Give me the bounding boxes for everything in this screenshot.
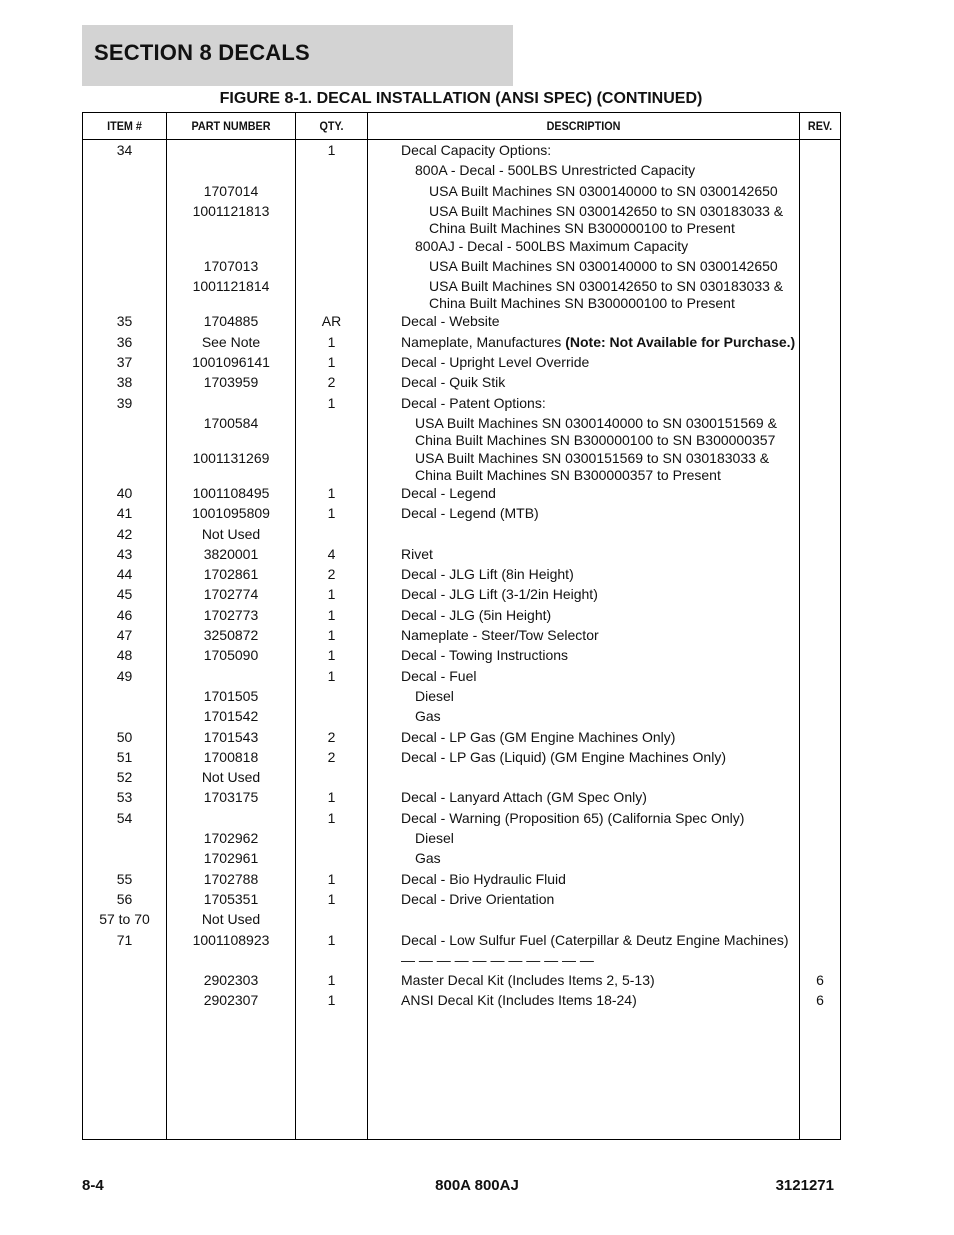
table-row — [83, 991, 840, 1011]
quantity: 1 — [327, 627, 336, 644]
table-row — [83, 565, 840, 585]
item-number: 38 — [116, 374, 133, 391]
quantity: 1 — [327, 972, 336, 989]
description — [429, 277, 799, 312]
table-row — [83, 971, 840, 991]
description-text: Decal - Low Sulfur Fuel (Caterpillar & Deutz Engine Machines) — [401, 931, 789, 948]
quantity: AR — [321, 313, 342, 330]
description-text: Nameplate, Manufactures — [401, 333, 566, 350]
description — [401, 728, 799, 746]
description — [415, 161, 799, 179]
quantity: 1 — [327, 870, 336, 887]
part-number: 1702788 — [203, 870, 259, 887]
description-text: Decal - Patent Options: — [401, 394, 546, 411]
quantity: 1 — [327, 354, 336, 371]
description-text: USA Built Machines SN 0300140000 to SN 0300142650 — [429, 182, 778, 199]
description-text: Decal - Website — [401, 313, 500, 330]
part-number: 1701543 — [203, 728, 259, 745]
description-text: Decal - JLG Lift (3-1/2in Height) — [401, 586, 598, 603]
table-row — [83, 809, 840, 829]
description-text: Decal - JLG (5in Height) — [401, 606, 552, 623]
description — [401, 565, 799, 583]
description — [401, 353, 799, 371]
item-number: 37 — [116, 354, 133, 371]
description-text: Rivet — [401, 545, 433, 562]
description-text: Diesel — [415, 830, 454, 847]
description — [429, 257, 799, 275]
table-row — [83, 931, 840, 951]
part-number: 1705351 — [203, 890, 259, 907]
description — [401, 910, 799, 911]
quantity: 1 — [327, 142, 336, 158]
table-row — [83, 257, 840, 277]
table-row — [83, 849, 840, 869]
item-number: 53 — [116, 789, 133, 806]
description — [415, 449, 799, 484]
description — [401, 646, 799, 664]
description — [401, 951, 799, 969]
table-row — [83, 161, 840, 181]
item-number: 71 — [116, 931, 133, 948]
quantity: 1 — [327, 890, 336, 907]
description-text: Decal - Towing Instructions — [401, 647, 569, 664]
item-number: 48 — [116, 647, 133, 664]
description-text: Decal - JLG Lift (8in Height) — [401, 566, 574, 583]
table-row — [83, 414, 840, 449]
description-text: Diesel — [415, 687, 454, 704]
description — [401, 768, 799, 769]
quantity: 1 — [327, 992, 336, 1009]
table-row — [83, 707, 840, 727]
item-number: 50 — [116, 728, 133, 745]
table-row — [83, 870, 840, 890]
description — [415, 849, 799, 867]
item-number: 41 — [116, 505, 133, 522]
description — [401, 667, 799, 685]
description-text: Decal - Drive Orientation — [401, 890, 555, 907]
header-item: ITEM # — [107, 119, 142, 133]
part-number: 1704885 — [203, 313, 259, 330]
table-row — [83, 202, 840, 237]
table-row — [83, 829, 840, 849]
description-text: USA Built Machines SN 0300142650 to SN 030183033 & China Built Machines SN B300000100 to Present — [429, 278, 784, 312]
part-number: 2902303 — [203, 972, 259, 989]
revision: 6 — [816, 992, 824, 1009]
part-number: 1702962 — [203, 830, 259, 847]
table-row — [83, 333, 840, 353]
part-number: 1701542 — [203, 708, 259, 725]
item-number: 56 — [116, 890, 133, 907]
table-row — [83, 728, 840, 748]
item-number: 46 — [116, 606, 133, 623]
description-text: Decal - Fuel — [401, 667, 477, 684]
item-number: 42 — [116, 525, 133, 542]
part-number: 1001121813 — [192, 202, 270, 219]
part-number: See Note — [201, 333, 261, 350]
table-row — [83, 545, 840, 565]
table-row — [83, 449, 840, 484]
table-row — [83, 748, 840, 768]
figure-title: FIGURE 8-1. DECAL INSTALLATION (ANSI SPEC) (CONTINUED) — [219, 90, 703, 107]
table-row — [83, 373, 840, 393]
description-note: (Note: Not Available for Purchase.) — [565, 333, 796, 350]
part-number: Not Used — [201, 769, 261, 786]
table-row — [83, 277, 840, 312]
description-text: Decal - Upright Level Override — [401, 354, 590, 371]
table-row — [83, 394, 840, 414]
table-row — [83, 768, 840, 788]
item-number: 52 — [116, 769, 133, 786]
description-text: Decal - Warning (Proposition 65) (California Spec Only) — [401, 809, 745, 826]
part-number: 1001121814 — [192, 278, 270, 295]
part-number: 1702774 — [203, 586, 259, 603]
description — [415, 829, 799, 847]
description-text: Nameplate - Steer/Tow Selector — [401, 627, 599, 644]
part-number: 1705090 — [203, 647, 259, 664]
item-number: 44 — [116, 566, 133, 583]
description-text: USA Built Machines SN 0300140000 to SN 0300151569 & China Built Machines SN B300000100 to SN B300000357 — [415, 414, 777, 448]
part-number: Not Used — [201, 525, 261, 542]
description — [429, 182, 799, 200]
quantity: 1 — [327, 333, 336, 350]
parts-table — [82, 112, 841, 1140]
table-row — [83, 237, 840, 257]
description — [401, 484, 799, 502]
description — [401, 890, 799, 908]
part-number: 2902307 — [203, 992, 259, 1009]
table-row — [83, 585, 840, 605]
table-row — [83, 141, 840, 161]
table-row — [83, 312, 840, 332]
part-number: 1701505 — [203, 687, 259, 704]
quantity: 1 — [327, 586, 336, 603]
table-row — [83, 646, 840, 666]
part-number: 1702773 — [203, 606, 259, 623]
description-text: Decal Capacity Options: — [401, 142, 552, 158]
table-row — [83, 910, 840, 930]
description — [401, 626, 799, 644]
table-row — [83, 788, 840, 808]
description — [415, 237, 799, 255]
description — [401, 991, 799, 1009]
description — [401, 606, 799, 624]
item-number: 55 — [116, 870, 133, 887]
description — [401, 141, 799, 159]
description-text: Gas — [415, 850, 441, 867]
table-row — [83, 525, 840, 545]
part-number: 1001108495 — [192, 484, 270, 501]
part-number: 1702861 — [203, 566, 259, 583]
description — [401, 748, 799, 766]
description — [401, 809, 799, 827]
quantity: 2 — [327, 374, 336, 391]
description — [401, 333, 799, 351]
part-number: 1700584 — [203, 414, 259, 431]
item-number: 35 — [116, 313, 133, 330]
header-divider — [83, 139, 840, 140]
part-number: 1703959 — [203, 374, 259, 391]
description-text: Decal - LP Gas (Liquid) (GM Engine Machines Only) — [401, 748, 726, 765]
item-number: 36 — [116, 333, 133, 350]
table-row — [83, 951, 840, 971]
header-qty: QTY. — [319, 119, 344, 133]
table-row — [83, 504, 840, 524]
description — [415, 707, 799, 725]
model-name: 800A 800AJ — [435, 1177, 519, 1194]
item-number: 34 — [116, 142, 133, 158]
item-number: 57 to 70 — [99, 911, 150, 928]
description — [401, 788, 799, 806]
quantity: 2 — [327, 728, 336, 745]
item-number: 45 — [116, 586, 133, 603]
quantity: 1 — [327, 484, 336, 501]
quantity: 1 — [327, 606, 336, 623]
quantity: 2 — [327, 748, 336, 765]
header-rev: REV. — [807, 119, 833, 133]
description-text: Decal - Legend — [401, 484, 496, 501]
description — [401, 504, 799, 522]
part-number: 1707013 — [203, 258, 259, 275]
table-row — [83, 484, 840, 504]
description-text: Decal - LP Gas (GM Engine Machines Only) — [401, 728, 676, 745]
quantity: 4 — [327, 545, 336, 562]
item-number: 40 — [116, 484, 133, 501]
header-part-number: PART NUMBER — [191, 119, 271, 133]
description-text: Decal - Bio Hydraulic Fluid — [401, 870, 566, 887]
description-text: 800A - Decal - 500LBS Unrestricted Capacity — [415, 162, 696, 179]
quantity: 1 — [327, 667, 336, 684]
item-number: 49 — [116, 667, 133, 684]
quantity: 1 — [327, 931, 336, 948]
table-body — [83, 141, 840, 1012]
part-number: 1001096141 — [192, 354, 270, 371]
quantity: 2 — [327, 566, 336, 583]
table-row — [83, 353, 840, 373]
part-number: 1700818 — [203, 748, 259, 765]
item-number: 39 — [116, 394, 133, 411]
revision: 6 — [816, 972, 824, 989]
table-row — [83, 606, 840, 626]
quantity: 1 — [327, 789, 336, 806]
part-number: 1001131269 — [192, 449, 270, 466]
section-header — [82, 25, 513, 86]
item-number: 54 — [116, 809, 133, 826]
item-number: 51 — [116, 748, 133, 765]
description-text: USA Built Machines SN 0300140000 to SN 0300142650 — [429, 258, 778, 275]
quantity: 1 — [327, 647, 336, 664]
page-number: 8-4 — [82, 1177, 104, 1194]
description — [429, 202, 799, 237]
description — [401, 585, 799, 603]
part-number: 3250872 — [203, 627, 259, 644]
description — [401, 545, 799, 563]
description-text: ANSI Decal Kit (Includes Items 18-24) — [401, 992, 637, 1009]
description-text: — — — — — — — — — — — — [401, 951, 594, 968]
description — [401, 312, 799, 330]
table-row — [83, 667, 840, 687]
table-row — [83, 626, 840, 646]
description — [401, 394, 799, 412]
part-number: 1702961 — [203, 850, 259, 867]
table-row — [83, 890, 840, 910]
quantity: 1 — [327, 394, 336, 411]
header-description: DESCRIPTION — [546, 119, 621, 133]
description — [401, 931, 799, 949]
description-text: Gas — [415, 708, 441, 725]
item-number: 47 — [116, 627, 133, 644]
table-row — [83, 687, 840, 707]
description-text: Decal - Legend (MTB) — [401, 505, 539, 522]
part-number: 1707014 — [203, 182, 259, 199]
table-row — [83, 182, 840, 202]
description-text: Master Decal Kit (Includes Items 2, 5-13) — [401, 972, 655, 989]
document-number: 3121271 — [775, 1177, 834, 1194]
description — [401, 870, 799, 888]
section-title: SECTION 8 DECALS — [94, 40, 310, 65]
description — [401, 971, 799, 989]
description — [415, 414, 799, 449]
description-text: USA Built Machines SN 0300151569 to SN 030183033 & China Built Machines SN B300000357 to Present — [415, 449, 770, 483]
description — [401, 525, 799, 526]
quantity: 1 — [327, 809, 336, 826]
description-text: USA Built Machines SN 0300142650 to SN 030183033 & China Built Machines SN B300000100 to Present — [429, 202, 784, 236]
part-number: 1703175 — [203, 789, 259, 806]
description-text: Decal - Lanyard Attach (GM Spec Only) — [401, 789, 647, 806]
description — [415, 687, 799, 705]
description — [401, 373, 799, 391]
part-number: Not Used — [201, 911, 261, 928]
part-number: 3820001 — [203, 545, 259, 562]
quantity: 1 — [327, 505, 336, 522]
part-number: 1001095809 — [192, 505, 270, 522]
item-number: 43 — [116, 545, 133, 562]
part-number: 1001108923 — [192, 931, 270, 948]
description-text: Decal - Quik Stik — [401, 374, 506, 391]
description-text: 800AJ - Decal - 500LBS Maximum Capacity — [415, 237, 689, 254]
